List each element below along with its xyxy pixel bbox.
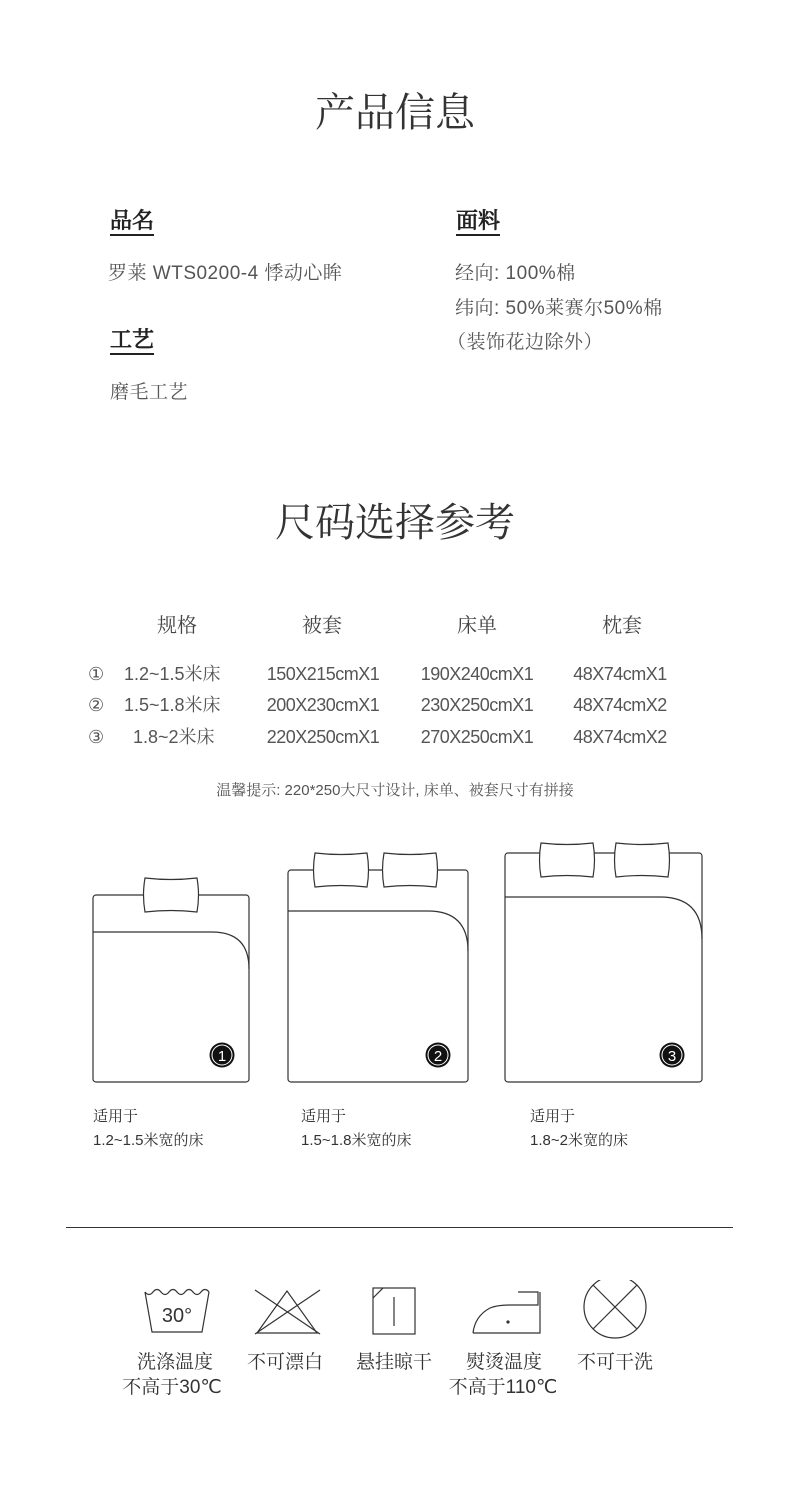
care-label: 不高于30℃	[122, 1377, 222, 1398]
row-pillow: 48X74cmX2	[573, 727, 667, 747]
header-sheet: 床单	[457, 615, 497, 637]
craft-value: 磨毛工艺	[110, 382, 189, 403]
care-label: 不高于110℃	[448, 1377, 558, 1398]
bed-number-3	[660, 1043, 685, 1068]
bed-number-text: 1	[217, 1048, 227, 1065]
fabric-heading: 面料	[456, 208, 501, 233]
row-duvet: 200X230cmX1	[266, 695, 380, 715]
no-dry-clean-icon	[584, 1280, 646, 1338]
row-spec: 1.8~2米床	[133, 727, 215, 747]
no-bleach-icon	[255, 1290, 320, 1334]
bed-fit-value: 1.8~2米宽的床	[530, 1132, 628, 1149]
row-number: ③	[88, 727, 105, 747]
product-name: 罗莱 WTS0200-4 悸动心眸	[108, 263, 343, 284]
care-icons	[0, 1280, 790, 1344]
care-label: 不可干洗	[576, 1352, 653, 1373]
row-spec: 1.5~1.8米床	[124, 695, 221, 715]
bed-number-1	[210, 1043, 235, 1068]
bed-fit-value: 1.2~1.5米宽的床	[93, 1132, 204, 1149]
care-label: 悬挂晾干	[355, 1352, 432, 1373]
header-duvet: 被套	[302, 615, 342, 637]
care-label: 洗涤温度	[136, 1352, 213, 1373]
row-sheet: 230X250cmX1	[420, 695, 534, 715]
fabric-warp: 经向: 100%棉	[455, 263, 576, 284]
care-label: 不可漂白	[246, 1352, 323, 1373]
fabric-note: （装饰花边除外）	[447, 332, 604, 353]
size-note: 温馨提示: 220*250大尺寸设计, 床单、被套尺寸有拼接	[216, 782, 574, 799]
row-pillow: 48X74cmX2	[573, 695, 667, 715]
bed-diagrams	[0, 830, 790, 1090]
fabric-weft: 纬向: 50%莱赛尔50%棉	[455, 298, 663, 319]
pillow-icon	[314, 853, 369, 887]
bed-fit-label: 适用于	[301, 1108, 347, 1125]
iron-110-icon	[473, 1292, 540, 1333]
section-divider	[66, 1227, 733, 1228]
pillow-icon	[615, 843, 670, 877]
wash-temp-text: 30°	[161, 1305, 193, 1327]
iron-dot-icon	[506, 1320, 509, 1323]
bed-fit-label: 适用于	[93, 1108, 139, 1125]
size-guide-title: 尺码选择参考	[275, 501, 515, 545]
row-number: ②	[88, 695, 105, 715]
product-info-title: 产品信息	[315, 91, 475, 135]
hang-dry-icon	[373, 1288, 415, 1334]
header-pillow: 枕套	[602, 615, 642, 637]
header-spec: 规格	[157, 615, 197, 637]
row-sheet: 270X250cmX1	[420, 727, 534, 747]
bed-fit-label: 适用于	[530, 1108, 576, 1125]
pillow-icon	[540, 843, 595, 877]
pillow-icon	[144, 878, 199, 912]
row-sheet: 190X240cmX1	[420, 664, 534, 684]
care-label: 熨烫温度	[465, 1352, 542, 1373]
row-number: ①	[88, 664, 105, 684]
row-duvet: 220X250cmX1	[266, 727, 380, 747]
bed-number-text: 3	[667, 1048, 677, 1065]
pillow-icon	[383, 853, 438, 887]
bed-number-text: 2	[433, 1048, 443, 1065]
name-heading: 品名	[110, 208, 155, 233]
row-spec: 1.2~1.5米床	[124, 664, 221, 684]
bed-number-2	[426, 1043, 451, 1068]
bed-fit-value: 1.5~1.8米宽的床	[301, 1132, 412, 1149]
row-duvet: 150X215cmX1	[266, 664, 380, 684]
row-pillow: 48X74cmX1	[573, 664, 667, 684]
craft-heading: 工艺	[110, 327, 155, 352]
